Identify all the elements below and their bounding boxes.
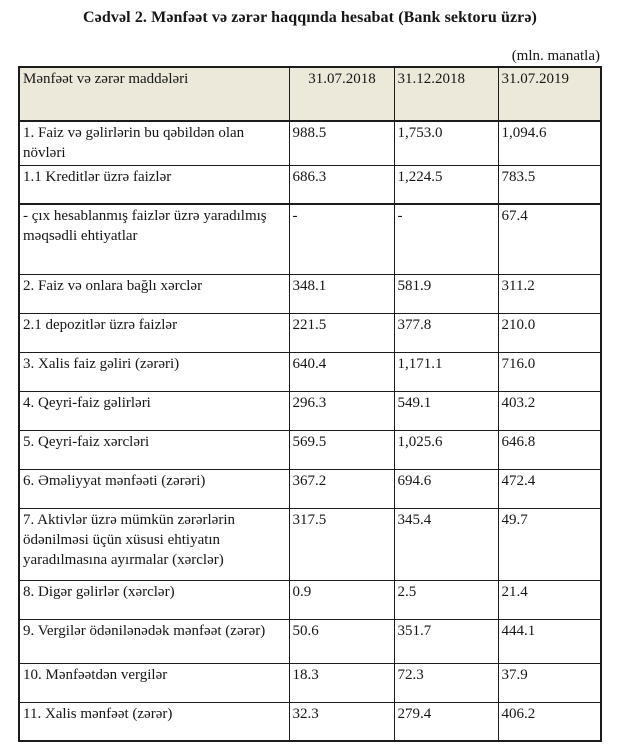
value-cell: 210.0 — [498, 313, 601, 352]
value-cell: 32.3 — [289, 702, 394, 741]
value-cell: 444.1 — [498, 619, 601, 663]
row-label-cell: 2.1 depozitlər üzrə faizlər — [19, 313, 289, 352]
value-cell: 581.9 — [394, 274, 498, 313]
value-cell: 569.5 — [289, 430, 394, 469]
row-label-cell: 8. Digər gəlirlər (xərclər) — [19, 580, 289, 619]
value-cell: - — [289, 204, 394, 274]
row-label-cell: 4. Qeyri-faiz gəlirləri — [19, 391, 289, 430]
value-cell: 317.5 — [289, 508, 394, 580]
value-cell: 1,224.5 — [394, 165, 498, 204]
value-cell: 279.4 — [394, 702, 498, 741]
unit-note: (mln. manatla) — [511, 48, 600, 64]
value-cell: 67.4 — [498, 204, 601, 274]
table-row — [19, 508, 601, 580]
row-label-cell: 5. Qeyri-faiz xərcləri — [19, 430, 289, 469]
row-label-cell: 1. Faiz və gəlirlərin bu qəbildən olan növləri — [19, 121, 289, 165]
table-row — [19, 204, 601, 274]
value-cell: 72.3 — [394, 663, 498, 702]
value-cell: 2.5 — [394, 580, 498, 619]
header-cell-date: 31.07.2018 — [289, 67, 394, 121]
table-row — [19, 702, 601, 741]
value-cell: 694.6 — [394, 469, 498, 508]
value-cell: 37.9 — [498, 663, 601, 702]
value-cell: 1,094.6 — [498, 121, 601, 165]
value-cell: 345.4 — [394, 508, 498, 580]
value-cell: 1,171.1 — [394, 352, 498, 391]
value-cell: 21.4 — [498, 580, 601, 619]
value-cell: 686.3 — [289, 165, 394, 204]
row-label-cell: - çıx hesablanmış faizlər üzrə yaradılmış məqsədli ehtiyatlar — [19, 204, 289, 274]
value-cell: 49.7 — [498, 508, 601, 580]
table-row — [19, 430, 601, 469]
value-cell: 367.2 — [289, 469, 394, 508]
table-row — [19, 580, 601, 619]
value-cell: 406.2 — [498, 702, 601, 741]
value-cell: 1,025.6 — [394, 430, 498, 469]
value-cell: 1,753.0 — [394, 121, 498, 165]
table-body — [19, 121, 601, 741]
row-label-cell: 2. Faiz və onlara bağlı xərclər — [19, 274, 289, 313]
header-cell-date: 31.12.2018 — [394, 67, 498, 121]
value-cell: 472.4 — [498, 469, 601, 508]
value-cell: 403.2 — [498, 391, 601, 430]
row-label-cell: 11. Xalis mənfəət (zərər) — [19, 702, 289, 741]
value-cell: 296.3 — [289, 391, 394, 430]
table-row — [19, 274, 601, 313]
value-cell: 783.5 — [498, 165, 601, 204]
value-cell: 646.8 — [498, 430, 601, 469]
table-row — [19, 663, 601, 702]
table-row — [19, 391, 601, 430]
header-cell-date: 31.07.2019 — [498, 67, 601, 121]
row-label-cell: 7. Aktivlər üzrə mümkün zərərlərin ödənilməsi üçün xüsusi ehtiyatın yaradılmasına ayırmalar (xərclər) — [19, 508, 289, 580]
header-cell-items: Mənfəət və zərər maddələri — [19, 67, 289, 121]
value-cell: 377.8 — [394, 313, 498, 352]
table-title: Cədvəl 2. Mənfəət və zərər haqqında hesabat (Bank sektoru üzrə) — [83, 9, 537, 26]
profit-loss-table — [18, 66, 602, 742]
value-cell: 0.9 — [289, 580, 394, 619]
value-cell: 351.7 — [394, 619, 498, 663]
value-cell: 221.5 — [289, 313, 394, 352]
row-label-cell: 10. Mənfəətdən vergilər — [19, 663, 289, 702]
value-cell: 988.5 — [289, 121, 394, 165]
value-cell: - — [394, 204, 498, 274]
value-cell: 549.1 — [394, 391, 498, 430]
value-cell: 50.6 — [289, 619, 394, 663]
table-row — [19, 121, 601, 165]
value-cell: 311.2 — [498, 274, 601, 313]
table-header — [19, 67, 601, 121]
table-row — [19, 313, 601, 352]
value-cell: 18.3 — [289, 663, 394, 702]
table-row — [19, 352, 601, 391]
header-row — [19, 67, 601, 121]
row-label-cell: 1.1 Kreditlər üzrə faizlər — [19, 165, 289, 204]
row-label-cell: 9. Vergilər ödənilənədək mənfəət (zərər) — [19, 619, 289, 663]
table-row — [19, 619, 601, 663]
value-cell: 716.0 — [498, 352, 601, 391]
row-label-cell: 3. Xalis faiz gəliri (zərəri) — [19, 352, 289, 391]
table-row — [19, 469, 601, 508]
row-label-cell: 6. Əməliyyat mənfəəti (zərəri) — [19, 469, 289, 508]
value-cell: 348.1 — [289, 274, 394, 313]
table-row — [19, 165, 601, 204]
value-cell: 640.4 — [289, 352, 394, 391]
